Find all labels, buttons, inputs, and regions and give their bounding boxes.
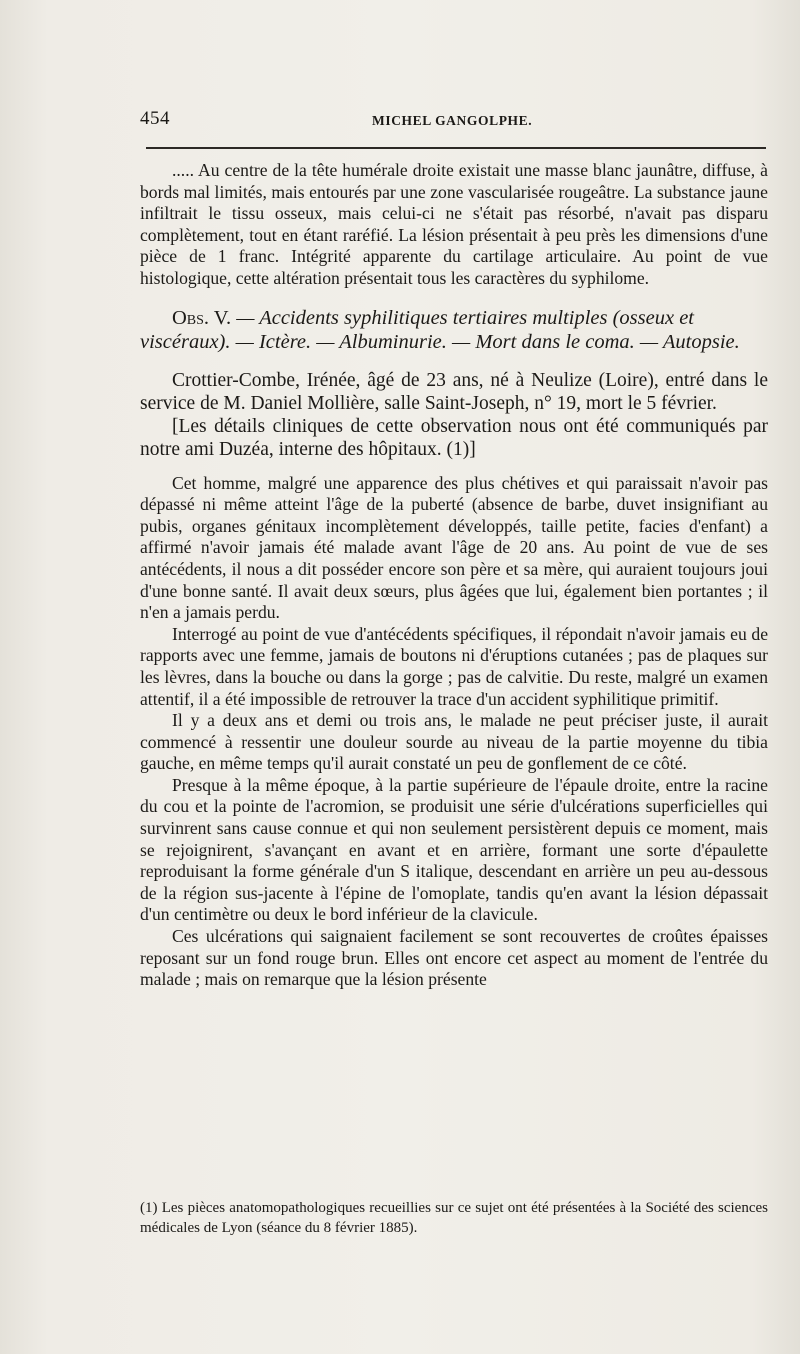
case-paragraph: Cet homme, malgré une apparence des plus chétives et qui paraissait n'avoir pas dépassé ni même atteint l'âge de la puberté (absence de barbe, duvet insignifiant au pubis, organes génitaux incomplètement développés, taille petite, facies d'enfant) a affirmé n'avoir jamais été malade avant l'âge de 20 ans. Au point de vue de ses antécédents, il nous a dit posséder encore son père et sa mère, qui auraient toujours joui d'une bonne santé. Il avait deux sœurs, plus âgées que lui, également bien portantes ; il n'en a jamais perdu. — [140, 472, 768, 623]
case-paragraph: Il y a deux ans et demi ou trois ans, le malade ne peut préciser juste, il aurait commencé à ressentir une douleur sourde au niveau de la partie moyenne du tibia gauche, en même temps qu'il aurait constaté un peu de gonflement de ce côté. — [140, 710, 768, 774]
case-paragraph: Presque à la même époque, à la partie supérieure de l'épaule droite, entre la racine du cou et la pointe de l'acromion, se produisit une série d'ulcérations superficielles qui survinrent sans cause connue et qui non seulement persistèrent depuis ce moment, mais se rejoignirent, s'avançant en avant et en arrière, formant une sorte d'épaulette reproduisant la forme générale d'un S italique, descendant en arrière un peu au-dessous de la région sus-jacente à l'épine de l'omoplate, tandis qu'en avant la lésion dépassait d'un centimètre ou deux le bord inférieur de la clavicule. — [140, 774, 768, 925]
patient-intro: Crottier-Combe, Irénée, âgé de 23 ans, né à Neulize (Loire), entré dans le service de M. Daniel Mollière, salle Saint-Joseph, n° 19, mort le 5 février. — [140, 369, 768, 414]
case-paragraph: Ces ulcérations qui saignaient facilement se sont recouvertes de croûtes épaisses reposant sur un fond rouge brun. Elles ont encore cet aspect au moment de l'entrée du malade ; mais on remarque que la lésion présente — [140, 926, 768, 990]
header-rule — [146, 147, 766, 149]
observation-heading — [140, 306, 768, 355]
footnote: (1) Les pièces anatomopathologiques recueillies sur ce sujet ont été présentées à la Société des sciences médicales de Lyon (séance du 8 février 1885). — [140, 1200, 768, 1236]
observation-label: Obs. V. — [172, 306, 232, 329]
clinical-source-note: [Les détails cliniques de cette observation nous ont été communiqués par notre ami Duzéa, interne des hôpitaux. (1)] — [140, 415, 768, 460]
page-number: 454 — [140, 108, 170, 129]
running-title: MICHEL GANGOLPHE. — [372, 113, 533, 128]
opening-paragraph: ..... Au centre de la tête humérale droite existait une masse blanc jaunâtre, diffuse, à bords mal limités, mais entourés par une zone vascularisée rougeâtre. La substance jaune infiltrait le tissu osseux, mais celui-ci ne s'était pas résorbé, n'avait pas disparu complètement, tout en étant raréfié. La lésion présentait à peu près les dimensions d'une pièce de 1 franc. Intégrité apparente du cartilage articulaire. Au point de vue histologique, cette altération présentait tous les caractères du syphilome. — [140, 160, 768, 288]
page-header — [140, 108, 768, 148]
case-paragraph: Interrogé au point de vue d'antécédents spécifiques, il répondait n'avoir jamais eu de rapports avec une femme, jamais de boutons ni d'éruptions cutanées ; pas de plaques sur les lèvres, dans la bouche ou dans la gorge ; pas de calvitie. Du reste, malgré un examen attentif, il a été impossible de retrouver la trace d'un accident syphilitique primitif. — [140, 623, 768, 709]
page-body — [140, 160, 768, 991]
observation-title: — Accidents syphilitiques tertiaires multiples (osseux et viscéraux). — Ictère. — Albuminurie. — Mort dans le coma. — Autopsie. — [140, 306, 740, 354]
